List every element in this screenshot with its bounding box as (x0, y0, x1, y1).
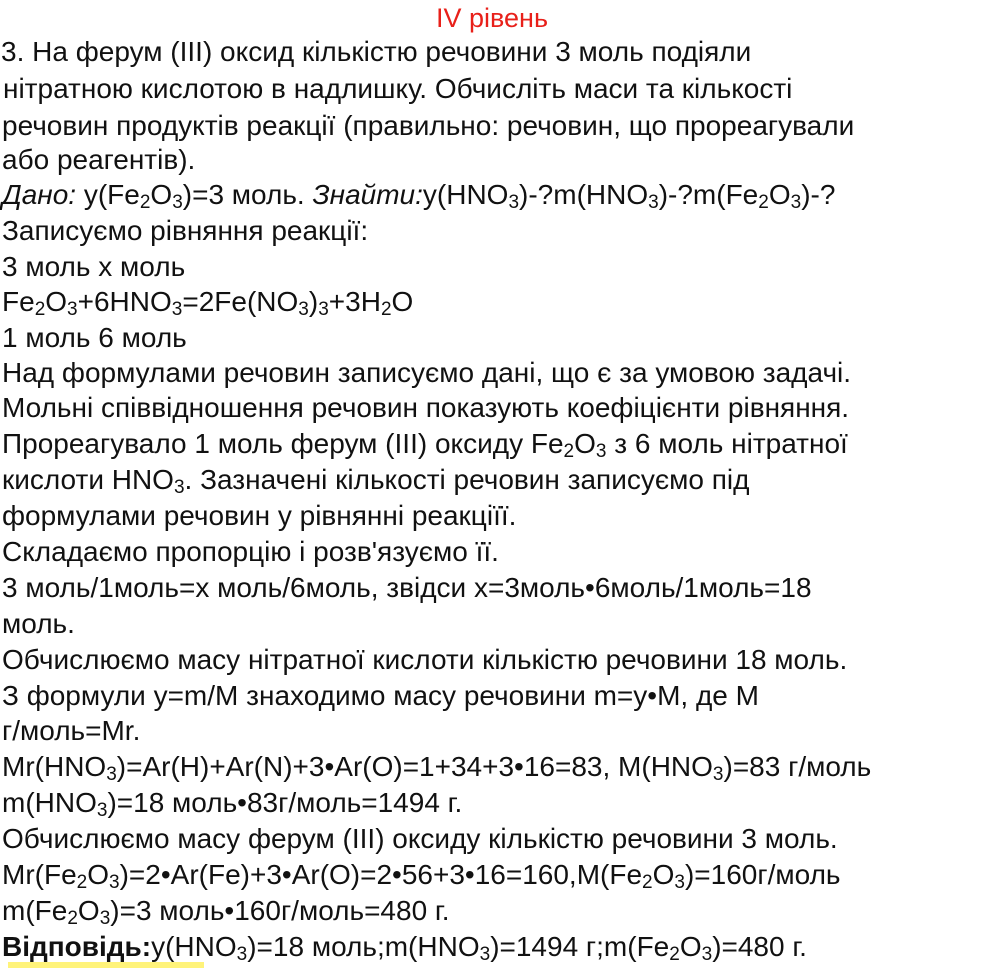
text-line (2, 571, 812, 605)
text-line (1, 35, 751, 69)
text-run: O (150, 179, 173, 210)
text-run: O (391, 286, 414, 317)
text-line (3, 72, 792, 106)
text-run: 1 моль 6 моль (2, 322, 187, 353)
subscript: 3 (318, 299, 329, 321)
text-line (2, 499, 516, 533)
text-line (2, 143, 195, 177)
italic-label: Знайти: (312, 179, 423, 210)
subscript: 3 (172, 192, 183, 214)
text-run: )=18 моль;m(HNO (247, 931, 480, 962)
text-run: m(HNO (2, 787, 97, 818)
text-run: кислоти HNO (2, 464, 174, 495)
text-run: формулами речовин у рівнянні реакціїї. (2, 500, 517, 531)
answer-label: Відповідь: (2, 931, 152, 962)
text-line (2, 858, 841, 892)
subscript: 3 (595, 441, 607, 463)
text-line (2, 356, 851, 390)
text-line (2, 786, 462, 820)
text-run: y(Fe (76, 179, 140, 210)
text-line (2, 750, 871, 784)
subscript: 3 (99, 908, 111, 930)
subscript: 3 (648, 192, 659, 214)
text-run: m(Fe (2, 895, 68, 926)
text-run: O (768, 179, 791, 210)
text-line (2, 391, 849, 425)
text-line (2, 321, 187, 355)
answer-highlight (8, 962, 204, 968)
text-line (2, 427, 848, 461)
text-run: )=160г/моль (684, 859, 841, 890)
level-heading: IV рівень (435, 3, 549, 33)
subscript: 3 (701, 944, 713, 966)
text-run: Обчислюємо масу нітратної кислоти кількістю речовини 18 моль. (2, 644, 848, 675)
subscript: 3 (67, 299, 78, 321)
text-line (2, 109, 854, 143)
subscript: 3 (173, 477, 185, 499)
subscript: 3 (96, 800, 108, 822)
text-run: y(HNO (151, 931, 237, 962)
text-run: нітратною кислотою в надлишку. Обчисліть маси та кількості (3, 73, 793, 104)
subscript: 3 (109, 872, 120, 894)
text-run: речовин продуктів реакції (правильно: речовин, що прореагували (2, 110, 855, 141)
text-line (2, 250, 185, 284)
text-run: Мольні співвідношення речовин показують коефіцієнти рівняння. (2, 392, 850, 423)
text-run: З формули y=m/M знаходимо масу речовини m=y•M, де M (2, 680, 759, 711)
text-run: Складаємо пропорцію і розв'язуємо її. (2, 536, 499, 567)
text-run: Над формулами речовин записуємо дані, що є за умовою задачі. (2, 357, 852, 388)
text-line (2, 214, 368, 248)
text-run: )=83 г/моль (723, 751, 872, 782)
text-line (2, 285, 413, 319)
text-run: . Зазначені кількості речовин записуємо під (184, 464, 750, 495)
text-line (2, 463, 749, 497)
text-run: =2Fe(NO (182, 286, 299, 317)
text-run: O (77, 895, 100, 926)
text-line (2, 894, 450, 928)
subscript: 3 (298, 299, 309, 321)
text-run: моль. (2, 608, 75, 639)
subscript: 2 (34, 299, 46, 321)
subscript: 3 (236, 944, 248, 966)
text-run: Записуємо рівняння реакції: (2, 215, 369, 246)
text-run: )=3 моль•160г/моль=480 г. (110, 895, 450, 926)
text-run: г/моль=Mr. (2, 715, 141, 746)
text-run: або реагентів). (2, 144, 196, 175)
text-run: O (87, 859, 110, 890)
text-line (2, 607, 75, 641)
text-run: +3H (328, 286, 381, 317)
text-line (2, 930, 807, 964)
text-run: Прореагувало 1 моль ферум (III) оксиду Fe (2, 428, 564, 459)
subscript: 2 (642, 872, 653, 894)
text-run: +6HNO (77, 286, 172, 317)
text-run: )=Ar(H)+Ar(N)+3•Ar(O)=1+34+3•16=83, M(HNO (116, 751, 713, 782)
text-run: )=3 моль. (182, 179, 313, 210)
text-line (2, 535, 499, 569)
text-run: O (45, 286, 68, 317)
text-run: Обчислюємо масу ферум (III) оксиду кількістю речовини 3 моль. (2, 823, 838, 854)
text-run: O (652, 859, 675, 890)
text-run: )-?m(Fe (658, 179, 759, 210)
text-line (2, 679, 759, 713)
text-run: Mr(HNO (2, 751, 107, 782)
subscript: 3 (479, 944, 491, 966)
text-run: )=18 моль•83г/моль=1494 г. (107, 787, 463, 818)
subscript: 3 (106, 764, 117, 786)
text-line (2, 643, 847, 677)
text-run: ) (308, 286, 319, 317)
subscript: 3 (508, 192, 520, 214)
text-run: y(HNO (422, 179, 509, 210)
text-line (2, 714, 140, 748)
subscript: 2 (139, 192, 151, 214)
subscript: 3 (712, 764, 724, 786)
subscript: 2 (76, 872, 88, 894)
subscript: 3 (790, 192, 802, 214)
text-run: O (679, 931, 702, 962)
subscript: 2 (67, 908, 78, 930)
text-run: Fe (2, 286, 35, 317)
text-run: з 6 моль нітратної (606, 428, 848, 459)
text-run: 3. На ферум (III) оксид кількістю речовини 3 моль подіяли (1, 36, 752, 67)
subscript: 3 (171, 299, 183, 321)
subscript: 2 (380, 299, 392, 321)
text-line (2, 822, 838, 856)
text-run: )-?m(HNO (519, 179, 649, 210)
italic-label: Дано: (2, 179, 77, 210)
subscript: 3 (674, 872, 685, 894)
text-line (2, 178, 835, 212)
subscript: 2 (563, 441, 575, 463)
text-run: )=1494 г;m(Fe (490, 931, 670, 962)
text-run: 3 моль х моль (2, 251, 186, 282)
text-run: Mr(Fe (2, 859, 77, 890)
text-run: 3 моль/1моль=х моль/6моль, звідси х=3моль•6моль/1моль=18 (2, 572, 812, 603)
subscript: 2 (758, 192, 769, 214)
text-run: )=480 г. (712, 931, 807, 962)
text-run: )-? (801, 179, 836, 210)
subscript: 2 (669, 944, 680, 966)
text-run: O (574, 428, 596, 459)
text-run: )=2•Ar(Fe)+3•Ar(O)=2•56+3•16=160,M(Fe (119, 859, 643, 890)
